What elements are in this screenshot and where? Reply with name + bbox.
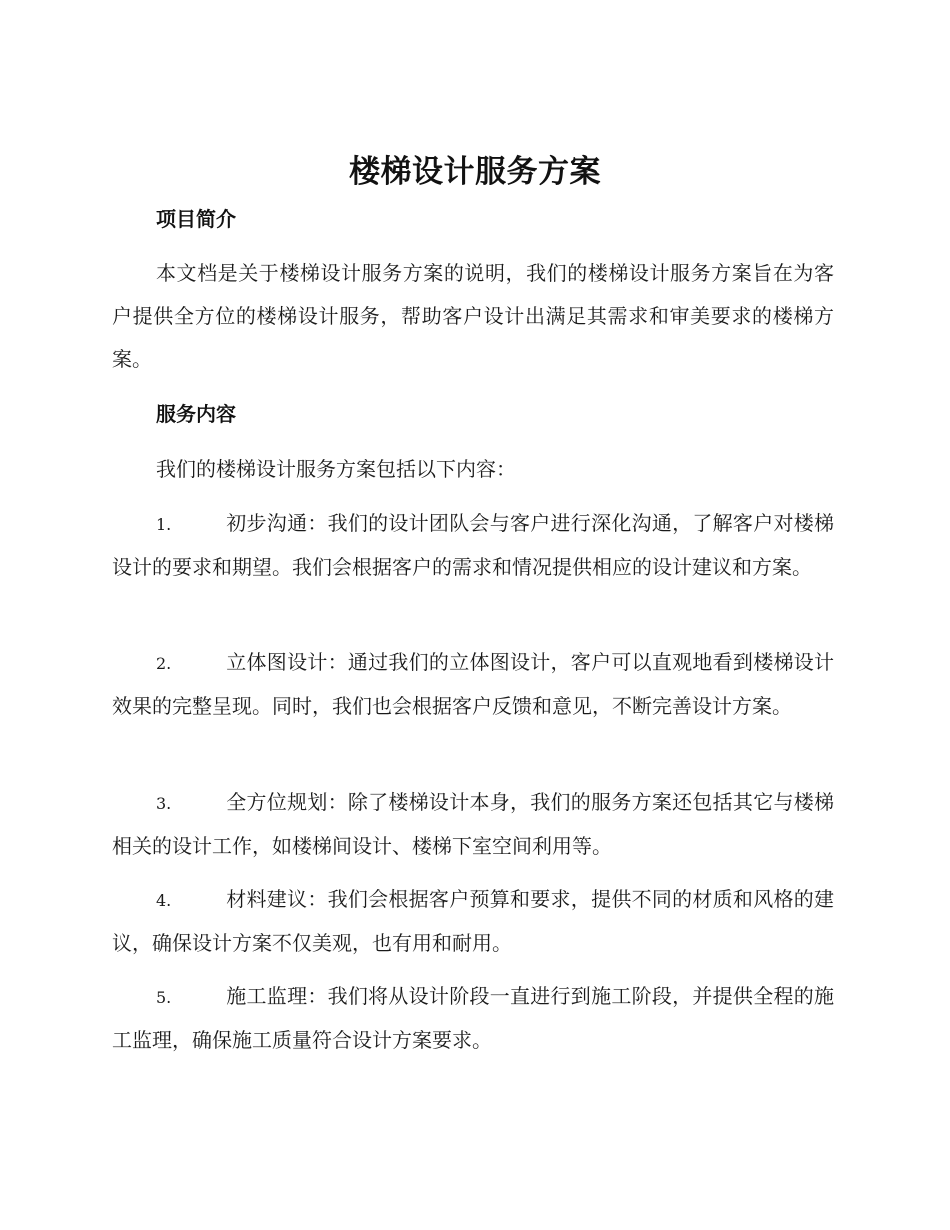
- list-item: [112, 975, 834, 1062]
- list-item: [112, 641, 834, 728]
- list-item-number: 2.: [156, 654, 172, 673]
- list-item-text: 材料建议：我们会根据客户预算和要求，提供不同的材质和风格的建议，确保设计方案不仅美观，也有用和耐用。: [112, 887, 834, 955]
- list-item-text: 立体图设计：通过我们的立体图设计，客户可以直观地看到楼梯设计效果的完整呈现。同时，我们也会根据客户反馈和意见，不断完善设计方案。: [112, 650, 834, 718]
- list-item: [112, 502, 834, 589]
- services-intro: 我们的楼梯设计服务方案包括以下内容：: [156, 457, 516, 481]
- list-item-text: 初步沟通：我们的设计团队会与客户进行深化沟通，了解客户对楼梯设计的要求和期望。我们会根据客户的需求和情况提供相应的设计建议和方案。: [112, 511, 834, 579]
- section-heading-overview: 项目简介: [156, 207, 236, 231]
- list-item-number: 3.: [156, 794, 172, 813]
- list-item: [112, 878, 834, 965]
- list-item: [112, 781, 834, 868]
- list-item-text: 施工监理：我们将从设计阶段一直进行到施工阶段，并提供全程的施工监理，确保施工质量符合设计方案要求。: [112, 984, 834, 1052]
- section-heading-services: 服务内容: [156, 402, 236, 426]
- overview-paragraph: 本文档是关于楼梯设计服务方案的说明，我们的楼梯设计服务方案旨在为客户提供全方位的楼梯设计服务，帮助客户设计出满足其需求和审美要求的楼梯方案。: [112, 261, 834, 371]
- list-item-number: 1.: [156, 515, 172, 534]
- list-item-number: 4.: [156, 891, 172, 910]
- list-item-text: 全方位规划：除了楼梯设计本身，我们的服务方案还包括其它与楼梯相关的设计工作，如楼梯间设计、楼梯下室空间利用等。: [112, 790, 834, 858]
- list-item-number: 5.: [156, 988, 172, 1007]
- document-title: 楼梯设计服务方案: [349, 154, 601, 190]
